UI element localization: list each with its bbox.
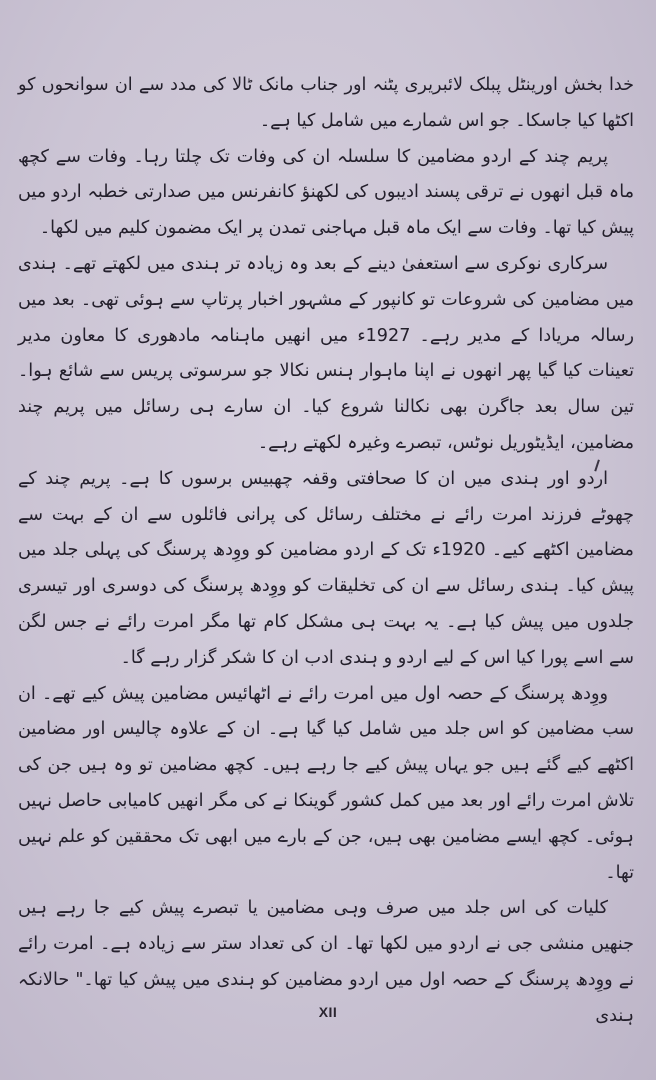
paragraph-6: کلیات کی اس جلد میں صرف وہی مضامین یا تبصرے پیش کیے جا رہے ہیں جنھیں منشی جی نے اردو میں لکھا تھا۔ ان کی تعداد ستر سے زیادہ ہے۔ امرت رائے نے ووِدھ پرسنگ کے حصہ اول میں اردو مضامین کو ہندی میں پیش کیا تھا۔" حالانکہ ہندی [18,898,634,1026]
paragraph-2: پریم چند کے اردو مضامین کا سلسلہ ان کی وفات تک چلتا رہا۔ وفات سے کچھ ماہ قبل انھوں نے ترقی پسند ادیبوں کی لکھنؤ کانفرنس میں صدارتی خطبہ اردو میں پیش کیا تھا۔ وفات سے ایک ماہ قبل مہاجنی تمدن پر ایک مضمون کلیم میں لکھا۔ [18,146,634,239]
page-number: XII [318,1004,338,1020]
paragraph-5: ووِدھ پرسنگ کے حصہ اول میں امرت رائے نے اٹھائیس مضامین پیش کیے تھے۔ ان سب مضامین کو اس جلد میں شامل کیا گیا ہے۔ ان کے علاوہ چالیس اور مضامین اکٹھے کیے گئے ہیں جو یہاں پیش کیے جا رہے ہیں۔ کچھ مضامین تو وہ ہیں جن کی تلاش امرت رائے اور بعد میں کمل کشور گوینکا نے کی مگر انھیں کامیابی حاصل نہیں ہوئی۔ کچھ ایسے مضامین بھی ہیں، جن کے بارے میں ابھی تک محققین کو علم نہیں تھا۔ [18,683,634,883]
paragraph-1: خدا بخش اورینٹل پبلک لائبریری پٹنہ اور جناب مانک ٹالا کی مدد سے ان سوانحوں کو اکٹھا کیا جاسکا۔ جو اس شمارے میں شامل کیا ہے۔ [18,75,634,131]
paragraph-3: سرکاری نوکری سے استعفیٰ دینے کے بعد وہ زیادہ تر ہندی میں لکھتے تھے۔ ہندی میں مضامین کی شروعات تو کانپور کے مشہور اخبار پرتاپ سے ہوئی تھی۔ بعد میں رسالہ مریادا کے مدیر رہے۔ 1927ء میں انھیں ماہنامہ مادھوری کا معاون مدیر تعینات کیا گیا پھر انھوں نے اپنا ماہوار ہنس نکالا جو سرسوتی پریس سے شائع ہوا۔ تین سال بعد جاگرن بھی نکالنا شروع کیا۔ ان سارے ہی رسائل میں پریم چند مضامین، ایڈیٹوریل نوٹس، تبصرے وغیرہ لکھتے رہے۔ [18,253,634,453]
paragraph-4: اردو اور ہندی میں ان کا صحافتی وقفہ چھبیس برسوں کا ہے۔ پریم چند کے چھوٹے فرزند امرت رائے نے مختلف رسائل کی پرانی فائلوں سے ان کے بہت سے مضامین اکٹھے کیے۔ 1920ء تک کے اردو مضامین کو ووِدھ پرسنگ کی پہلی جلد میں پیش کیا۔ ہندی رسائل سے ان کی تخلیقات کو ووِدھ پرسنگ کی دوسری اور تیسری جلدوں میں پیش کیا ہے۔ یہ بہت ہی مشکل کام تھا مگر امرت رائے نے جس لگن سے اسے پورا کیا اس کے لیے اردو و ہندی ادب ان کا شکر گزار رہے گا۔ [18,468,634,668]
